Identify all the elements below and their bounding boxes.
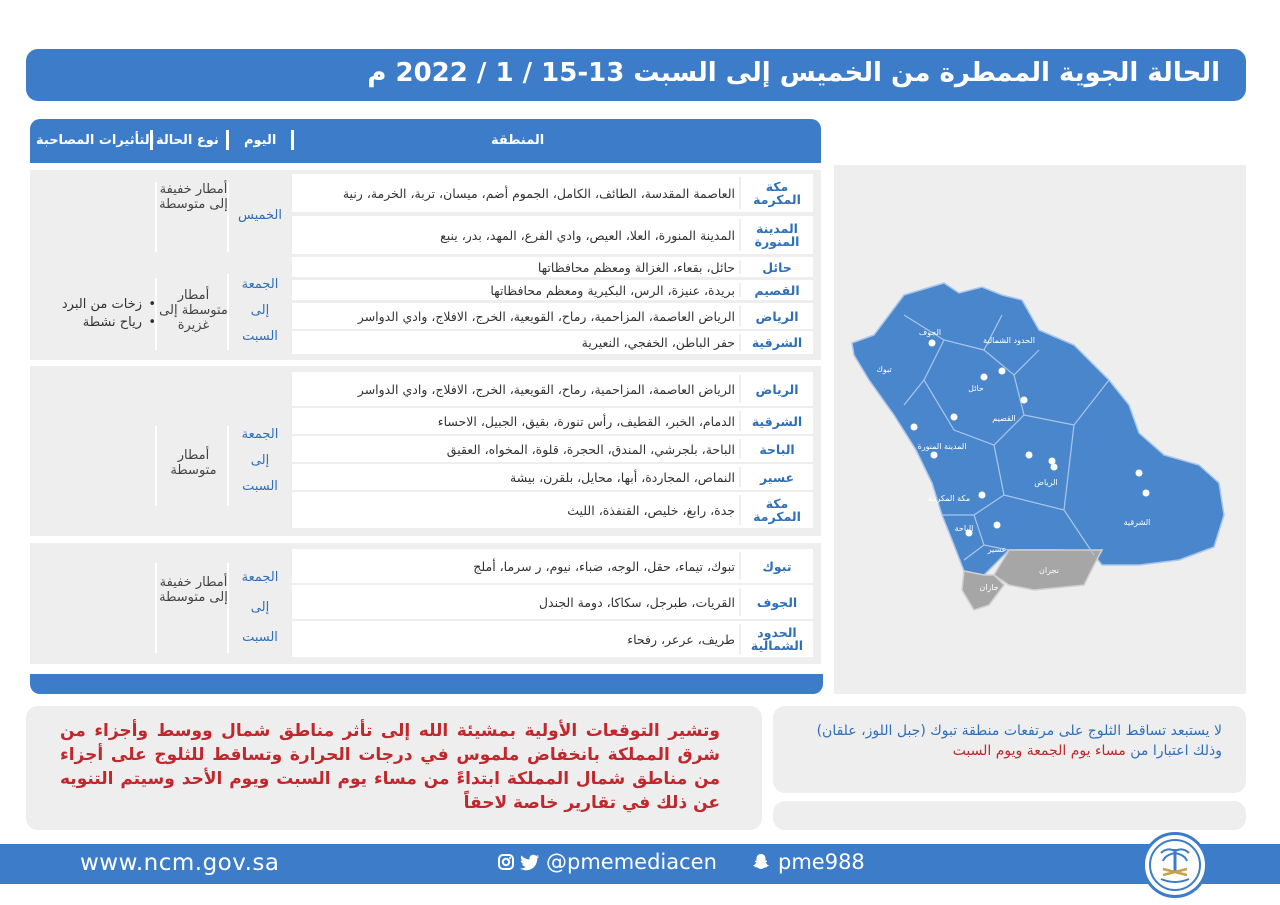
table-row (292, 408, 813, 434)
forecast-note (26, 706, 762, 830)
map-label-najran: نجران (1039, 566, 1059, 575)
snapchat-handle[interactable] (752, 850, 865, 874)
region-cities: طريف، عرعر، رفحاء (627, 631, 735, 647)
day-to: إلى (250, 303, 270, 318)
ncm-logo (1142, 832, 1208, 898)
map-label-qassim: القصيم (992, 414, 1016, 423)
header-day: اليوم (244, 133, 277, 148)
condition-type: أمطار متوسطة إلى غزيرة (159, 288, 228, 333)
section-friday-saturday (30, 366, 821, 536)
snow-note-blue: لا يستبعد تساقط الثلوج على مرتفعات منطقة تبوك (جبل اللوز، علقان) وذلك اعتبارا من (816, 723, 1222, 759)
snap-handle-text: pme988 (778, 850, 865, 874)
column-divider (155, 563, 157, 653)
map-label-eastern: الشرقية (1123, 518, 1151, 527)
table-row (292, 257, 813, 277)
region-name: الرياض (755, 381, 799, 397)
region-cities: بريدة، عنيزة، الرس، البكيرية ومعظم محافظاتها (490, 282, 735, 298)
row-divider (739, 306, 741, 326)
row-divider (739, 552, 741, 580)
row-divider (739, 439, 741, 459)
region-name: حائل (762, 259, 792, 275)
region-cities: القريات، طبرجل، سكاكا، دومة الجندل (538, 594, 735, 610)
forecast-note-text: وتشير التوقعات الأولية بمشيئة الله إلى تأثر مناطق شمال ووسط وأجزاء من شرق المملكة بانخفاض ملموس في درجات الحرارة وتساقط للثلوج على أجزاء من مناطق شمال المملكة ابتداءً من مساء يوم السبت ويوم الأحد وسيتم التنويه عن ذلك في تقارير خاصة لاحقاً (60, 721, 720, 813)
effects-list (38, 296, 158, 332)
table-row (292, 331, 813, 354)
map-label-baha: الباحة (954, 524, 974, 533)
table-row (292, 585, 813, 619)
region-cities: حفر الباطن، الخفجي، النعيرية (581, 335, 735, 350)
row-divider (739, 177, 741, 209)
map-label-hail: حائل (968, 384, 984, 393)
day-start: الجمعة (241, 427, 279, 442)
table-row (292, 621, 813, 657)
twitter-icon (520, 854, 540, 871)
palm-emblem-icon (1145, 835, 1205, 895)
map-label-asir: عسير (987, 545, 1007, 554)
region-cities: الدمام، الخبر، القطيف، رأس تنورة، بقيق، الجبيل، الاحساء (437, 413, 735, 429)
table-row (292, 174, 813, 212)
region-cities: العاصمة المقدسة، الطائف، الكامل، الجموم أضم، ميسان، تربة، الخرمة، رنية (342, 185, 735, 201)
table-row (292, 280, 813, 300)
effect-item: • رياح نشطة (38, 314, 158, 332)
condition-type: أمطار خفيفة إلى متوسطة (159, 575, 228, 605)
header-separator (291, 130, 294, 150)
region-name: الرياض (755, 308, 799, 324)
region-name: الحدود الشمالية (750, 625, 804, 653)
row-divider (739, 334, 741, 351)
row-divider (739, 588, 741, 616)
region-cities: تبوك، تيماء، حقل، الوجه، ضباء، نيوم، ر سرما، أملج (473, 558, 735, 574)
social-handle[interactable] (498, 850, 717, 874)
map-rain-area (852, 283, 1224, 575)
region-name: الباحة (759, 441, 795, 457)
region-name: مكة المكرمة (753, 179, 801, 207)
region-name: عسير (759, 469, 795, 485)
condition-type: أمطار خفيفة إلى متوسطة (159, 182, 228, 212)
empty-note-box (773, 801, 1246, 830)
snow-note (773, 706, 1246, 793)
condition-type: أمطار متوسطة (170, 448, 217, 478)
table-row (292, 464, 813, 490)
row-divider (739, 467, 741, 487)
region-cities: النماص، المجاردة، أبها، محايل، بلقرن، بيشة (510, 469, 735, 485)
day-start: الجمعة (241, 277, 279, 292)
day-friday-saturday (229, 422, 291, 500)
region-name: مكة المكرمة (753, 496, 801, 524)
region-name: تبوك (762, 558, 792, 574)
row-divider (739, 495, 741, 525)
table-row (292, 303, 813, 329)
snow-note-text (792, 721, 1222, 761)
region-cities: الرياض العاصمة، المزاحمية، رماح، القويعية، الخرج، الافلاج، وادي الدواسر (357, 308, 735, 324)
table-row (292, 216, 813, 254)
day-to: إلى (250, 453, 270, 468)
title-bar (26, 49, 1246, 101)
column-divider (155, 426, 157, 506)
map-panel (834, 165, 1246, 694)
day-friday-saturday (229, 563, 291, 653)
row-divider (739, 624, 741, 654)
section-thursday-saturday (30, 170, 821, 360)
row-divider (739, 283, 741, 297)
column-divider (155, 182, 157, 252)
table-row (292, 549, 813, 583)
map-label-jouf: الجوف (918, 328, 942, 337)
day-start: الجمعة (241, 570, 279, 585)
table-row (292, 372, 813, 406)
effect-item: • زخات من البرد (38, 296, 158, 314)
table-row (292, 436, 813, 462)
region-cities: جدة، رابغ، خليص، القنفذة، الليث (567, 502, 735, 518)
row-divider (739, 219, 741, 251)
region-cities: الرياض العاصمة، المزاحمية، رماح، القويعية، الخرج، الافلاج، وادي الدواسر (357, 381, 735, 397)
header-effects: التأثيرات المصاحبة (36, 133, 155, 148)
day-thursday: الخميس (238, 208, 282, 223)
social-handle-text: @pmemediacen (546, 850, 717, 874)
row-divider (739, 375, 741, 403)
map-label-jazan: جازان (979, 583, 999, 592)
region-cities: المدينة المنورة، العلا، العيص، وادي الفرع، المهد، بدر، ينبع (440, 227, 735, 243)
region-name: القصيم (754, 282, 800, 298)
day-end: السبت (242, 630, 278, 645)
day-end: السبت (242, 329, 278, 344)
region-name: الشرقية (751, 335, 803, 350)
map-label-riyadh: الرياض (1034, 478, 1058, 487)
header-region: المنطقة (491, 133, 545, 148)
row-divider (739, 411, 741, 431)
map-label-tabuk: تبوك (876, 365, 892, 374)
website-link[interactable]: www.ncm.gov.sa (80, 850, 280, 876)
snapchat-icon (752, 853, 770, 871)
map-label-northern: الحدود الشمالية (983, 336, 1035, 345)
header-type: نوع الحالة (156, 133, 219, 148)
map-label-makkah: مكة المكرمة (927, 494, 971, 503)
day-end: السبت (242, 479, 278, 494)
saudi-map (834, 165, 1246, 694)
region-name: المدينة المنورة (754, 221, 800, 249)
page-title: الحالة الجوية الممطرة من الخميس إلى السبت 13-15 / 1 / 2022 م (367, 58, 1220, 88)
table-footer-bar (30, 674, 823, 694)
region-cities: حائل، بقعاء، الغزالة ومعظم محافظاتها (537, 259, 735, 275)
row-divider (739, 260, 741, 274)
table-header (30, 119, 821, 163)
region-cities: الباحة، بلجرشي، المندق، الحجرة، قلوة، المخواه، العقيق (446, 441, 735, 457)
footer-bar (0, 844, 1280, 884)
section-north (30, 543, 821, 664)
header-separator (226, 130, 229, 150)
region-name: الجوف (756, 594, 798, 610)
map-label-madinah: المدينة المنورة (917, 442, 967, 451)
table-row (292, 492, 813, 528)
day-to: إلى (250, 600, 270, 615)
instagram-icon (498, 854, 514, 870)
snow-note-red: مساء يوم الجمعة ويوم السبت (952, 743, 1126, 759)
region-name: الشرقية (751, 413, 803, 429)
day-friday-saturday (229, 272, 291, 350)
